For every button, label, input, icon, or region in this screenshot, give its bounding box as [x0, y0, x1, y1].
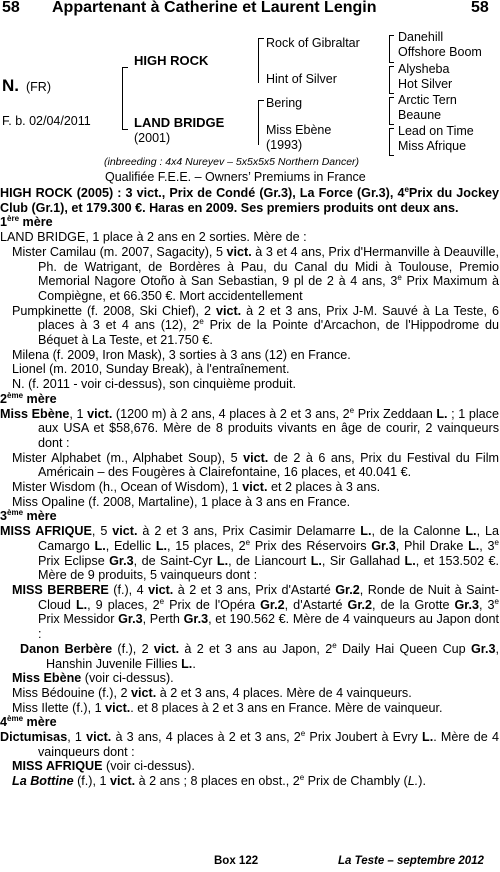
- g3-5: Arctic Tern: [398, 93, 457, 107]
- produce-ebene: Miss Ebène (voir ci-dessus).: [12, 671, 174, 686]
- produce-camilau: Mister Camilau (m. 2007, Sagacity), 5 vict. à 3 et 4 ans, Prix d'Hermanville à Deauville, Ph. de Watrigant, de Bordères à Pau, du Canal du Midi à Toulouse, Premio Memorial Nagore Otoño à San Sebastian, 9 pl de 2 à 4 ans, 3e Prix Maximum à Compiègne, et 66.350 €. Mort accidentellement: [12, 244, 500, 303]
- dam-name: LAND BRIDGE: [134, 115, 225, 130]
- dam-1-intro: LAND BRIDGE, 1 place à 2 ans en 2 sorties. Mère de :: [0, 230, 307, 245]
- dam-dam-year: (1993): [266, 138, 303, 152]
- dam-sire: Bering: [266, 96, 303, 110]
- g3-1: Danehill: [398, 30, 444, 44]
- horse-birth: F. b. 02/04/2011: [2, 114, 91, 128]
- page-number-right: 58: [471, 0, 489, 16]
- section-4-heading: 4ème mère: [0, 714, 57, 730]
- sire-name: HIGH ROCK: [134, 53, 209, 68]
- g3-6: Beaune: [398, 108, 442, 122]
- pedigree-bracket: [389, 97, 394, 125]
- pedigree-bracket: [122, 67, 128, 130]
- g3-7: Lead on Time: [398, 124, 474, 138]
- sale-event: La Teste – septembre 2012: [338, 855, 484, 867]
- page-title: Appartenant à Catherine et Laurent Lengin: [52, 0, 377, 16]
- produce-n: N. (f. 2011 - voir ci-dessus), son cinquième produit.: [12, 377, 296, 392]
- pedigree-bracket: [258, 38, 264, 83]
- g3-2: Offshore Boom: [398, 45, 482, 59]
- section-2-heading: 2ème mère: [0, 390, 57, 406]
- pedigree-bracket: [389, 35, 394, 63]
- dam-year: (2001): [134, 131, 171, 145]
- produce-lionel: Lionel (m. 2010, Sunday Break), à l'entraînement.: [12, 362, 290, 377]
- body-text: [0, 186, 499, 789]
- produce-danon: Danon Berbère (f.), 2 vict. à 2 et 3 ans au Japon, 2e Daily Hai Queen Cup Gr.3, Hanshin Juvenile Fillies L..: [20, 640, 500, 671]
- pedigree-bracket: [389, 66, 394, 94]
- produce-alphabet: Mister Alphabet (m., Alphabet Soup), 5 vict. de 2 à 6 ans, Prix du Festival du Film Américain – des Fougères à Clairefontaine, 16 places, et 40.041 €.: [12, 450, 499, 480]
- produce-milena: Milena (f. 2009, Iron Mask), 3 sorties à 3 ans (12) en France.: [12, 347, 351, 362]
- dam-dam: Miss Ebène: [266, 123, 332, 137]
- pedigree-bracket: [389, 128, 394, 156]
- box-number: Box 122: [214, 855, 259, 867]
- g3-8: Miss Afrique: [398, 139, 467, 153]
- horse-origin: (FR): [26, 80, 51, 94]
- produce-ilette: Miss Ilette (f.), 1 vict.. et 8 places à 2 et 3 ans en France. Mère de vainqueur.: [12, 700, 443, 715]
- dam-4-paragraph: Dictumisas, 1 vict. à 3 ans, 4 places à 2 et 3 ans, 2e Prix Joubert à Evry L.. Mère de 4 vainqueurs dont :: [0, 728, 499, 759]
- horse-name: N.: [2, 76, 19, 95]
- g3-3: Alysheba: [398, 62, 450, 76]
- dam-3-paragraph: MISS AFRIQUE, 5 vict. à 2 et 3 ans, Prix Casimir Delamarre L., de la Calonne L., La Camargo L., Edellic L., 15 places, 2e Prix des Réservoirs Gr.3, Phil Drake L., 3e Prix Eclipse Gr.3, de Saint-Cyr L., de Liancourt L., Sir Gallahad L., et 153.502 €. Mère de 9 produits, 5 vainqueurs dont :: [0, 524, 499, 583]
- sire-paragraph: HIGH ROCK (2005) : 3 vict., Prix de Condé (Gr.3), La Force (Gr.3), 4ePrix du Jockey Club (Gr.1), et 179.300 €. Haras en 2009. Ses premiers produits ont deux ans.: [0, 184, 499, 215]
- dam-2-paragraph: Miss Ebène, 1 vict. (1200 m) à 2 ans, 4 places à 2 et 3 ans, 2e Prix Zeddaan L. ; 1 place aux USA et $58,676. Mère de 8 produits vivants en âge de courir, 2 vainqueurs dont :: [0, 405, 499, 450]
- sire-sire: Rock of Gibraltar: [266, 36, 360, 50]
- produce-opaline: Miss Opaline (f. 2008, Martaline), 1 place à 3 ans en France.: [12, 494, 351, 509]
- qualification-note: Qualifiée F.E.E. – Owners’ Premiums in France: [105, 170, 366, 184]
- produce-afrique: MISS AFRIQUE (voir ci-dessus).: [12, 759, 195, 774]
- produce-wisdom: Mister Wisdom (h., Ocean of Wisdom), 1 vict. et 2 places à 3 ans.: [12, 480, 381, 495]
- produce-berbere: MISS BERBERE (f.), 4 vict. à 2 et 3 ans, Prix d'Astarté Gr.2, Ronde de Nuit à Saint-Cloud L., 9 places, 2e Prix de l'Opéra Gr.2, d'Astarté Gr.2, de la Grotte Gr.3, 3e Prix Messidor Gr.3, Perth Gr.3, et 190.562 €. Mère de 4 vainqueurs au Japon dont :: [12, 582, 499, 642]
- page-number-left: 58: [2, 0, 20, 16]
- g3-4: Hot Silver: [398, 77, 453, 91]
- pedigree-bracket: [258, 100, 264, 145]
- sire-dam: Hint of Silver: [266, 72, 337, 86]
- section-1-heading: 1ère mère: [0, 214, 53, 230]
- produce-pumpkinette: Pumpkinette (f. 2008, Ski Chief), 2 vict. à 2 et 3 ans, Prix J-M. Sauvé à La Teste, 6 places à 3 et 4 ans (12), 2e Prix de la Pointe d'Arcachon, de l'Hippodrome du Béquet à La Teste, et 21.750 €.: [12, 303, 499, 348]
- produce-bedouine: Miss Bédouine (f.), 2 vict. à 2 et 3 ans, 4 places. Mère de 4 vainqueurs.: [12, 685, 412, 700]
- inbreeding-note: (inbreeding : 4x4 Nureyev – 5x5x5x5 Northern Dancer): [104, 156, 360, 168]
- produce-bottine: La Bottine (f.), 1 vict. à 2 ans ; 8 places en obst., 2e Prix de Chambly (L.).: [12, 772, 426, 789]
- section-3-heading: 3ème mère: [0, 508, 57, 524]
